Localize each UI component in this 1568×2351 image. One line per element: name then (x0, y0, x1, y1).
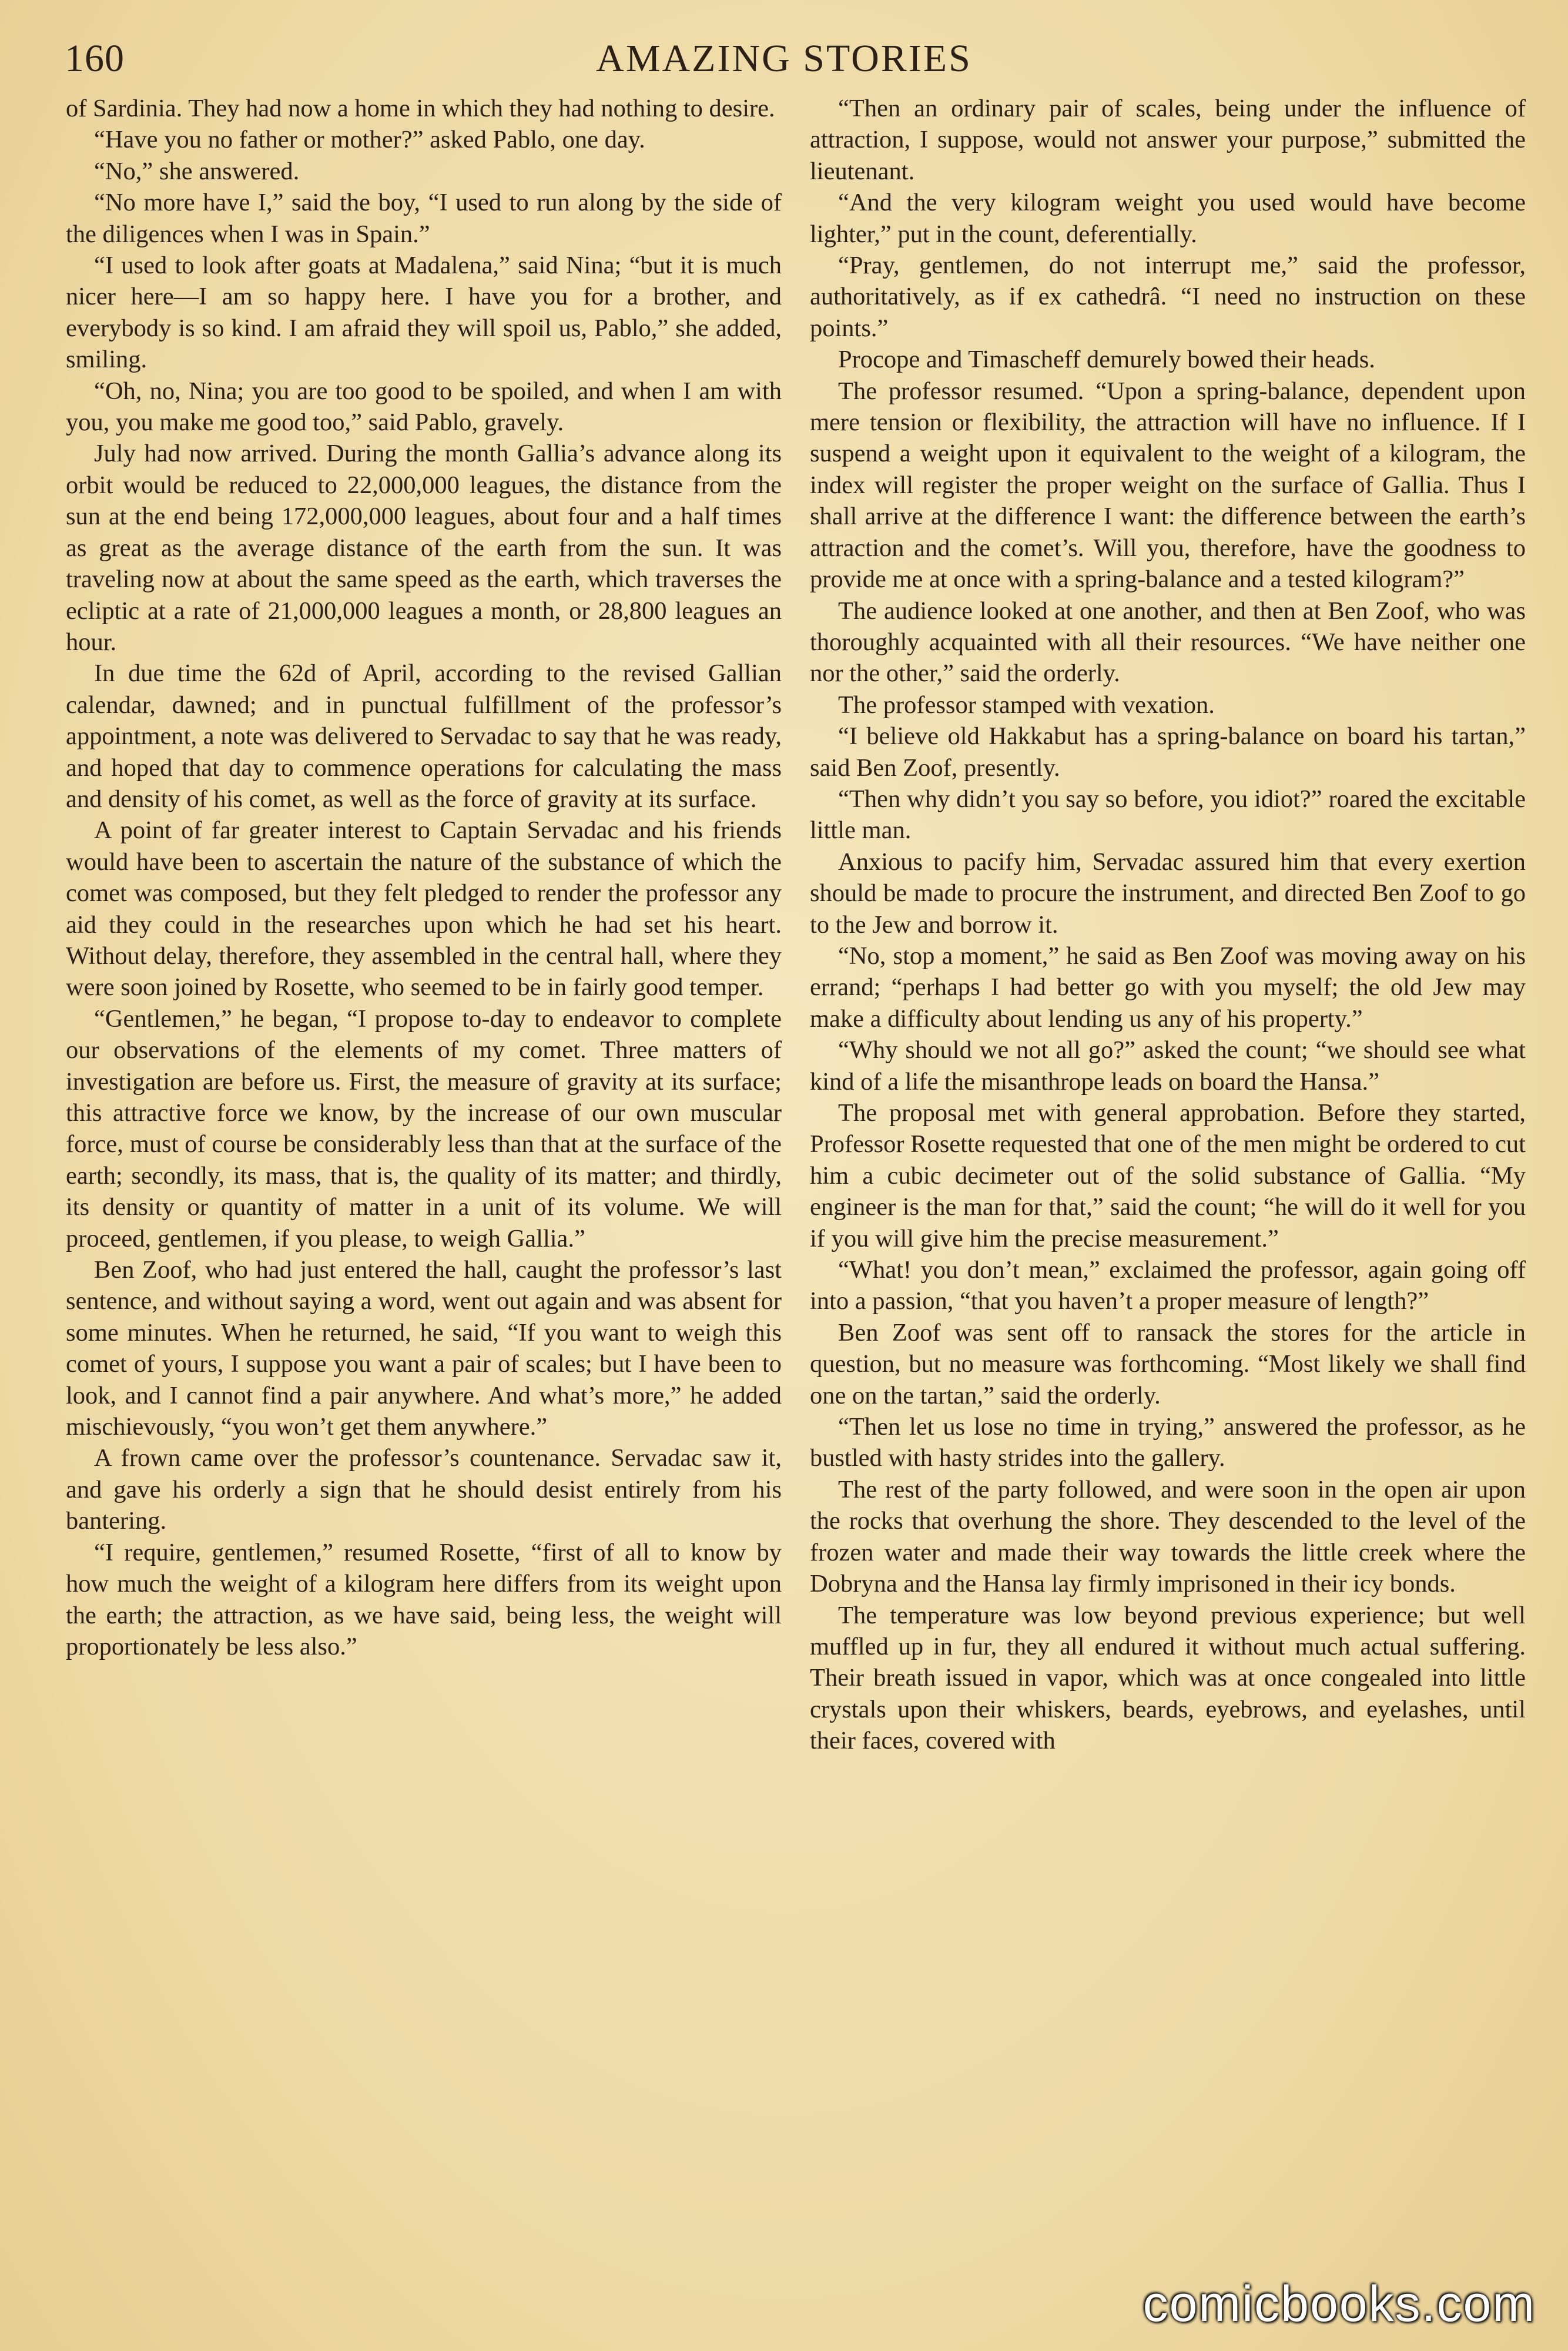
paragraph: “I used to look after goats at Madalena,” said Nina; “but it is much nicer here—I am so happy here. I have you for a brother, and everybody is so kind. I am afraid they will spoil us, Pablo,” she added, smiling. (66, 252, 782, 374)
page-number: 160 (65, 37, 125, 80)
magazine-title: AMAZING STORIES (596, 37, 972, 80)
paragraph: of Sardinia. They had now a home in which they had nothing to desire. (66, 95, 775, 122)
paragraph: “Why should we not all go?” asked the count; “we should see what kind of a life the misanthrope leads on board the Hansa.” (810, 1036, 1526, 1096)
paragraph: A point of far greater interest to Captain Servadac and his friends would have been to ascertain the nature of the substance of which the comet was composed, but they felt pledged to render the professor any aid they could in the researches upon which he had set his heart. Without delay, therefore, they assembled in the central hall, where they were soon joined by Rosette, who seemed to be in fairly good temper. (66, 816, 782, 1002)
paragraph: “No,” she answered. (94, 157, 300, 185)
paragraph: The professor stamped with vexation. (838, 691, 1215, 719)
paragraph: “Pray, gentlemen, do not interrupt me,” said the professor, authoritatively, as if ex cathedrâ. “I need no instruction on these points.” (810, 252, 1526, 342)
paragraph: The rest of the party followed, and were soon in the open air upon the rocks that overhung the shore. They descended to the level of the frozen water and made their way towards the little creek where the Dobryna and the Hansa lay firmly imprisoned in their icy bonds. (810, 1475, 1526, 1598)
left-column (66, 93, 782, 1662)
paragraph: Procope and Timascheff demurely bowed their heads. (838, 346, 1375, 374)
paragraph: The audience looked at one another, and then at Ben Zoof, who was thoroughly acquainted with all their resources. “We have neither one nor the other,” said the orderly. (810, 597, 1526, 688)
paragraph: “Then an ordinary pair of scales, being under the influence of attraction, I suppose, would not answer your purpose,” submitted the lieutenant. (810, 95, 1526, 185)
paragraph: The temperature was low beyond previous experience; but well muffled up in fur, they all endured it without much actual suffering. Their breath issued in vapor, which was at once congealed into little crystals upon their whiskers, beards, eyebrows, and eyelashes, until their faces, covered with (810, 1601, 1526, 1755)
paragraph: “No, stop a moment,” he said as Ben Zoof was moving away on his errand; “perhaps I had better go with you myself; the old Jew may make a difficulty about lending us any of his property.” (810, 942, 1526, 1033)
paragraph: July had now arrived. During the month Gallia’s advance along its orbit would be reduced to 22,000,000 leagues, the distance from the sun at the end being 172,000,000 leagues, about four and a half times as great as the average distance of the earth from the sun. It was traveling now at about the same speed as the earth, which traverses the ecliptic at a rate of 21,000,000 leagues a month, or 28,800 leagues an hour. (66, 440, 782, 656)
paragraph: “What! you don’t mean,” exclaimed the professor, again going off into a passion, “that you haven’t a proper measure of length?” (810, 1256, 1526, 1315)
paragraph: “I require, gentlemen,” resumed Rosette, “first of all to know by how much the weight of a kilogram here differs from its weight upon the earth; the attraction, as we have said, being less, the weight will proportionately be less also.” (66, 1538, 782, 1660)
paragraph: Ben Zoof, who had just entered the hall, caught the professor’s last sentence, and without saying a word, went out again and was absent for some minutes. When he returned, he said, “If you want to weigh this comet of yours, I suppose you want a pair of scales; but I have been to look, and I cannot find a pair anywhere. And what’s more,” he added mischievously, “you won’t get them anywhere.” (66, 1256, 782, 1441)
paragraph: “I believe old Hakkabut has a spring-balance on board his tartan,” said Ben Zoof, presently. (810, 722, 1526, 782)
paragraph: Ben Zoof was sent off to ransack the stores for the article in question, but no measure was forthcoming. “Most likely we shall find one on the tartan,” said the orderly. (810, 1318, 1526, 1409)
paragraph: “Then let us lose no time in trying,” answered the professor, as he bustled with hasty strides into the gallery. (810, 1413, 1526, 1472)
paragraph: “No more have I,” said the boy, “I used to run along by the side of the diligences when I was in Spain.” (66, 189, 782, 248)
page-header (65, 36, 1503, 83)
paragraph: “Oh, no, Nina; you are too good to be spoiled, and when I am with you, you make me good too,” said Pablo, gravely. (66, 377, 782, 437)
paragraph: “And the very kilogram weight you used would have become lighter,” put in the count, deferentially. (810, 189, 1526, 248)
paragraph: In due time the 62d of April, according to the revised Gallian calendar, dawned; and in punctual fulfillment of the professor’s appointment, a note was delivered to Servadac to say that he was ready, and hoped that day to commence operations for calculating the mass and density of his comet, as well as the force of gravity at its surface. (66, 659, 782, 813)
paragraph: “Gentlemen,” he began, “I propose to-day to endeavor to complete our observations of the elements of my comet. Three matters of investigation are before us. First, the measure of gravity at its surface; this attractive force we know, by the increase of our own muscular force, must of course be considerably less than that at the surface of the earth; secondly, its mass, that is, the quality of its matter; and thirdly, its density or quantity of matter in a unit of its volume. We will proceed, gentlemen, if you please, to weigh Gallia.” (66, 1004, 782, 1252)
paragraph: A frown came over the professor’s countenance. Servadac saw it, and gave his orderly a sign that he should desist entirely from his bantering. (66, 1444, 782, 1535)
paragraph: “Have you no father or mother?” asked Pablo, one day. (94, 126, 645, 154)
paragraph: “Then why didn’t you say so before, you idiot?” roared the excitable little man. (810, 785, 1526, 845)
right-column (810, 93, 1526, 1757)
paragraph: Anxious to pacify him, Servadac assured him that every exertion should be made to procure the instrument, and directed Ben Zoof to go to the Jew and borrow it. (810, 848, 1526, 939)
paragraph: The professor resumed. “Upon a spring-balance, dependent upon mere tension or flexibility, the attraction will have no influence. If I suspend a weight upon it equivalent to the weight of a kilogram, the index will register the proper weight on the surface of Gallia. Thus I shall arrive at the difference I want: the difference between the earth’s attraction and the comet’s. Will you, therefore, have the goodness to provide me at once with a spring-balance and a tested kilogram?” (810, 377, 1526, 594)
paragraph: The proposal met with general approbation. Before they started, Professor Rosette requested that one of the men might be ordered to cut him a cubic decimeter out of the solid substance of Gallia. “My engineer is the man for that,” said the count; “he will do it well for you if you will give him the precise measurement.” (810, 1099, 1526, 1252)
site-watermark: comicbooks.com (1143, 2276, 1536, 2332)
